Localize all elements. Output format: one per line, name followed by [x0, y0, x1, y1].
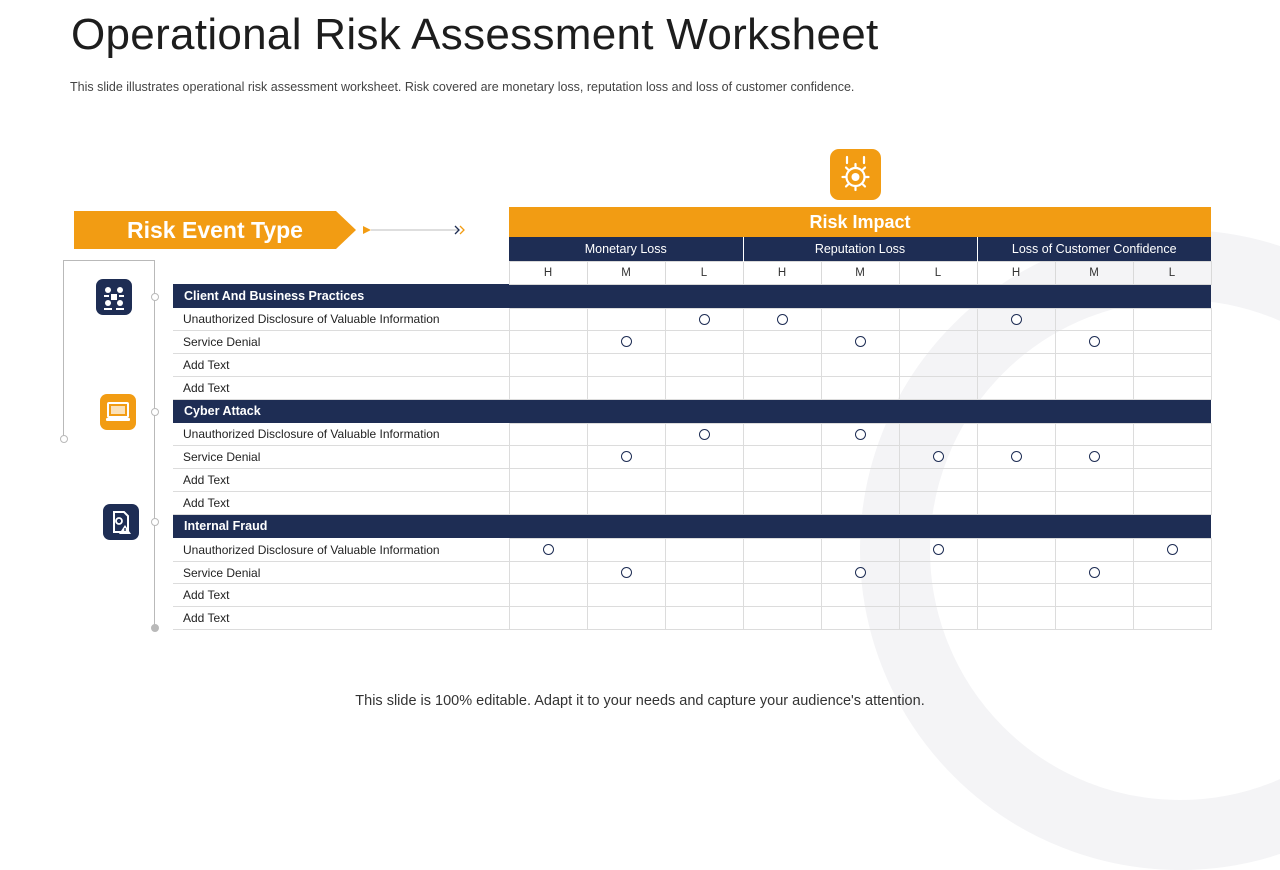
impact-cell [509, 561, 587, 584]
category-row [173, 514, 1211, 538]
loss-type-header: Loss of Customer Confidence [977, 237, 1211, 261]
empty-cell [173, 207, 509, 237]
impact-cell [665, 607, 743, 630]
impact-cell [587, 446, 665, 469]
impact-cell [1133, 469, 1211, 492]
impact-cell [743, 423, 821, 446]
impact-cell [977, 308, 1055, 331]
risk-item-row [173, 492, 1211, 515]
impact-marker-circle [621, 567, 632, 578]
loss-type-header: Monetary Loss [509, 237, 743, 261]
impact-header-row [173, 207, 1211, 237]
risk-item-label: Service Denial [173, 331, 509, 354]
risk-impact-icon-badge [830, 149, 881, 200]
impact-cell [977, 538, 1055, 561]
timeline-dot [151, 518, 159, 526]
impact-cell [899, 376, 977, 399]
impact-cell [509, 331, 587, 354]
impact-cell [743, 538, 821, 561]
impact-cell [821, 469, 899, 492]
impact-cell [587, 308, 665, 331]
impact-cell [1133, 446, 1211, 469]
impact-cell [587, 354, 665, 377]
impact-marker-circle [855, 429, 866, 440]
impact-cell [743, 584, 821, 607]
impact-cell [821, 607, 899, 630]
impact-cell [821, 492, 899, 515]
risk-item-label: Unauthorized Disclosure of Valuable Information [173, 538, 509, 561]
impact-cell [509, 584, 587, 607]
impact-cell [821, 538, 899, 561]
impact-cell [1055, 446, 1133, 469]
impact-marker-circle [543, 544, 554, 555]
impact-cell [509, 376, 587, 399]
target-gear-icon [830, 149, 881, 200]
impact-cell [665, 492, 743, 515]
impact-cell [743, 376, 821, 399]
impact-cell [587, 561, 665, 584]
impact-cell [1055, 469, 1133, 492]
timeline-dot [151, 624, 159, 632]
impact-cell [977, 607, 1055, 630]
risk-item-label: Add Text [173, 376, 509, 399]
impact-cell [743, 561, 821, 584]
impact-marker-circle [1011, 451, 1022, 462]
risk-item-row [173, 376, 1211, 399]
impact-marker-circle [699, 429, 710, 440]
impact-cell [899, 561, 977, 584]
impact-cell [743, 469, 821, 492]
impact-cell [1055, 538, 1133, 561]
level-header-row [173, 261, 1211, 284]
risk-item-row [173, 446, 1211, 469]
risk-item-row [173, 538, 1211, 561]
impact-marker-circle [933, 544, 944, 555]
impact-cell [665, 376, 743, 399]
level-header: M [821, 261, 899, 284]
risk-item-label: Add Text [173, 469, 509, 492]
impact-cell [509, 446, 587, 469]
impact-cell [665, 308, 743, 331]
impact-cell [1133, 376, 1211, 399]
impact-cell [821, 423, 899, 446]
category-label: Cyber Attack [173, 399, 1211, 423]
impact-cell [743, 492, 821, 515]
impact-cell [899, 492, 977, 515]
impact-cell [899, 354, 977, 377]
impact-cell [821, 446, 899, 469]
impact-marker-circle [699, 314, 710, 325]
risk-item-label: Unauthorized Disclosure of Valuable Information [173, 423, 509, 446]
impact-cell [587, 584, 665, 607]
impact-cell [1133, 492, 1211, 515]
risk-assessment-table [173, 207, 1212, 630]
impact-cell [509, 469, 587, 492]
impact-marker-circle [933, 451, 944, 462]
impact-cell [587, 423, 665, 446]
impact-cell [743, 354, 821, 377]
level-header: L [899, 261, 977, 284]
impact-marker-circle [1167, 544, 1178, 555]
impact-cell [665, 469, 743, 492]
impact-marker-circle [1089, 451, 1100, 462]
impact-cell [665, 446, 743, 469]
risk-item-row [173, 561, 1211, 584]
impact-cell [509, 308, 587, 331]
impact-cell [665, 584, 743, 607]
impact-cell [1133, 331, 1211, 354]
impact-cell [743, 331, 821, 354]
risk-item-label: Add Text [173, 354, 509, 377]
impact-cell [665, 331, 743, 354]
impact-cell [977, 376, 1055, 399]
impact-cell [743, 446, 821, 469]
impact-cell [509, 492, 587, 515]
timeline-dot [151, 408, 159, 416]
page-subtitle: This slide illustrates operational risk assessment worksheet. Risk covered are monetary loss, reputation loss and loss of customer confidence. [70, 80, 855, 94]
impact-marker-circle [1011, 314, 1022, 325]
impact-cell [587, 376, 665, 399]
impact-marker-circle [855, 567, 866, 578]
impact-cell [1133, 308, 1211, 331]
empty-cell [173, 237, 509, 261]
impact-marker-circle [1089, 567, 1100, 578]
impact-cell [821, 561, 899, 584]
impact-cell [1055, 354, 1133, 377]
impact-marker-circle [855, 336, 866, 347]
impact-cell [1133, 538, 1211, 561]
impact-cell [899, 607, 977, 630]
impact-cell [977, 423, 1055, 446]
level-header: H [743, 261, 821, 284]
impact-cell [899, 423, 977, 446]
risk-event-type-label: Risk Event Type [127, 217, 303, 243]
impact-cell [665, 561, 743, 584]
impact-cell [821, 354, 899, 377]
category-row [173, 284, 1211, 308]
risk-item-row [173, 607, 1211, 630]
impact-cell [1133, 423, 1211, 446]
level-header: H [509, 261, 587, 284]
timeline-dot [60, 435, 68, 443]
impact-marker-circle [621, 451, 632, 462]
impact-cell [1133, 561, 1211, 584]
risk-item-label: Add Text [173, 584, 509, 607]
impact-cell [899, 584, 977, 607]
impact-cell [587, 538, 665, 561]
impact-cell [587, 492, 665, 515]
impact-cell [509, 423, 587, 446]
impact-cell [743, 607, 821, 630]
impact-cell [899, 308, 977, 331]
impact-cell [821, 584, 899, 607]
impact-cell [1133, 584, 1211, 607]
impact-marker-circle [621, 336, 632, 347]
level-header: M [587, 261, 665, 284]
impact-marker-circle [777, 314, 788, 325]
impact-cell [899, 469, 977, 492]
fraud-document-icon [103, 504, 139, 540]
impact-cell [1133, 607, 1211, 630]
footer-note: This slide is 100% editable. Adapt it to your needs and capture your audience's attention. [355, 693, 925, 709]
loss-type-header: Reputation Loss [743, 237, 977, 261]
risk-impact-header: Risk Impact [509, 207, 1211, 237]
risk-item-row [173, 584, 1211, 607]
risk-item-label: Service Denial [173, 446, 509, 469]
impact-cell [665, 354, 743, 377]
impact-cell [587, 331, 665, 354]
impact-cell [977, 331, 1055, 354]
impact-cell [743, 308, 821, 331]
risk-item-label: Add Text [173, 607, 509, 630]
timeline-dot [151, 293, 159, 301]
impact-cell [587, 469, 665, 492]
level-header: L [1133, 261, 1211, 284]
impact-cell [1133, 354, 1211, 377]
category-row [173, 399, 1211, 423]
impact-cell [1055, 308, 1133, 331]
level-header: L [665, 261, 743, 284]
impact-cell [977, 354, 1055, 377]
impact-cell [821, 376, 899, 399]
impact-cell [509, 538, 587, 561]
impact-cell [821, 308, 899, 331]
impact-cell [977, 446, 1055, 469]
impact-cell [665, 423, 743, 446]
loss-header-row [173, 237, 1211, 261]
impact-cell [1055, 423, 1133, 446]
page-title: Operational Risk Assessment Worksheet [71, 10, 879, 59]
impact-cell [1055, 492, 1133, 515]
risk-item-row [173, 308, 1211, 331]
impact-cell [1055, 376, 1133, 399]
empty-cell [173, 261, 509, 284]
risk-item-row [173, 469, 1211, 492]
risk-item-row [173, 423, 1211, 446]
impact-cell [1055, 331, 1133, 354]
timeline-line [154, 260, 155, 628]
impact-cell [1055, 607, 1133, 630]
impact-cell [977, 492, 1055, 515]
risk-item-label: Unauthorized Disclosure of Valuable Information [173, 308, 509, 331]
impact-cell [509, 607, 587, 630]
impact-cell [509, 354, 587, 377]
category-label: Internal Fraud [173, 514, 1211, 538]
level-header: M [1055, 261, 1133, 284]
impact-cell [821, 331, 899, 354]
impact-cell [899, 538, 977, 561]
impact-cell [1055, 561, 1133, 584]
impact-cell [977, 584, 1055, 607]
computer-attack-icon [100, 394, 136, 430]
impact-cell [899, 446, 977, 469]
impact-cell [977, 561, 1055, 584]
impact-cell [665, 538, 743, 561]
risk-item-label: Add Text [173, 492, 509, 515]
impact-cell [587, 607, 665, 630]
impact-cell [1055, 584, 1133, 607]
category-label: Client And Business Practices [173, 284, 1211, 308]
impact-cell [899, 331, 977, 354]
impact-marker-circle [1089, 336, 1100, 347]
level-header: H [977, 261, 1055, 284]
impact-cell [977, 469, 1055, 492]
risk-item-row [173, 331, 1211, 354]
risk-item-label: Service Denial [173, 561, 509, 584]
risk-item-row [173, 354, 1211, 377]
people-meeting-icon [96, 279, 132, 315]
